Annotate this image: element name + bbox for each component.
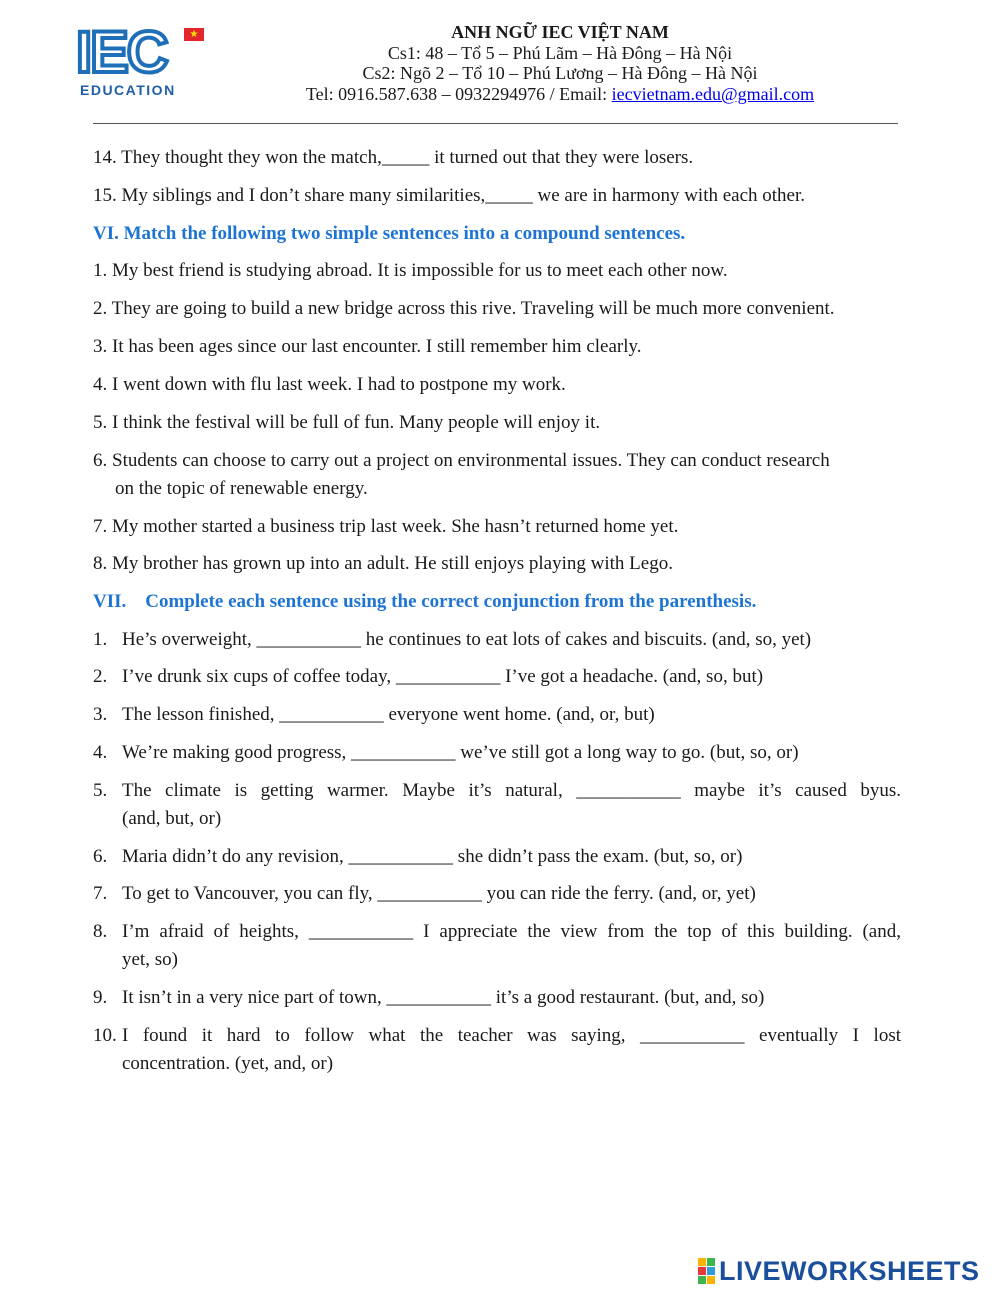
item-text: To get to Vancouver, you can fly, ___________ you can ride the ferry. (and, or, yet) [122,883,756,904]
liveworksheets-logo [698,1256,980,1286]
item-number: 5. [93,780,108,801]
exercise-line: 14. They thought they won the match,_____ it turned out that they were losers. [93,147,694,168]
exercise-line: 1. My best friend is studying abroad. It is impossible for us to meet each other now. [93,260,728,281]
campus-1-address: Cs1: 48 – Tổ 5 – Phú Lãm – Hà Đông – Hà Nội [387,43,733,63]
exercise-line: 7. My mother started a business trip last week. She hasn’t returned home yet. [93,516,679,537]
item-number: 3. [93,704,108,725]
item-text: Maria didn’t do any revision, ___________ she didn’t pass the exam. (but, so, or) [122,846,743,867]
item-text-continuation: yet, so) [122,949,178,970]
item-text: The climate is getting warmer. Maybe it’s natural, ___________ maybe it’s caused byus. [122,780,901,801]
vietnam-flag-icon: ★ [184,28,204,41]
logo-wordmark: IEC [76,20,167,85]
exercise-line: 5. I think the festival will be full of fun. Many people will enjoy it. [93,412,601,433]
item-text-continuation: concentration. (yet, and, or) [122,1053,334,1074]
item-text: We’re making good progress, ___________ we’ve still got a long way to go. (but, so, or) [122,742,799,763]
liveworksheets-blocks-icon [698,1258,715,1284]
item-number: 9. [93,987,108,1008]
item-text: I’ve drunk six cups of coffee today, ___________ I’ve got a headache. (and, so, but) [122,666,764,687]
item-number: 10. [93,1025,117,1046]
item-text: I found it hard to follow what the teacher was saying, ___________ eventually I lost [122,1025,901,1046]
campus-2-address: Cs2: Ngõ 2 – Tổ 10 – Phú Lương – Hà Đông – Hà Nội [362,63,758,83]
section-6-heading: VI. Match the following two simple sentences into a compound sentences. [93,223,686,244]
exercise-line: 3. It has been ages since our last encounter. I still remember him clearly. [93,336,642,357]
contact-line [250,84,870,104]
exercise-line: 6. Students can choose to carry out a project on environmental issues. They can conduct research [93,450,830,471]
item-text: It isn’t in a very nice part of town, ___________ it’s a good restaurant. (but, and, so) [122,987,765,1008]
item-number: 8. [93,921,108,942]
header-divider [93,123,898,124]
email-link[interactable]: iecvietnam.edu@gmail.com [611,84,815,104]
section-7-heading: VII. Complete each sentence using the correct conjunction from the parenthesis. [93,591,757,612]
item-number: 6. [93,846,108,867]
exercise-line: 15. My siblings and I don’t share many similarities,_____ we are in harmony with each other. [93,185,806,206]
exercise-line: 2. They are going to build a new bridge across this rive. Traveling will be much more convenient. [93,298,835,319]
item-number: 2. [93,666,108,687]
liveworksheets-wordmark: LIVEWORKSHEETS [719,1255,980,1286]
item-text: I’m afraid of heights, ___________ I appreciate the view from the top of this building. (and, [122,921,901,942]
logo-subtitle: EDUCATION [80,82,176,98]
item-text: The lesson finished, ___________ everyone went home. (and, or, but) [122,704,655,725]
exercise-line: 8. My brother has grown up into an adult. He still enjoys playing with Lego. [93,553,673,574]
school-title: ANH NGỮ IEC VIỆT NAM [451,22,669,42]
item-text-continuation: (and, but, or) [122,808,222,829]
phone-text: Tel: 0916.587.638 – 0932294976 / Email: [305,84,612,104]
exercise-line: 4. I went down with flu last week. I had to postpone my work. [93,374,566,395]
item-text: He’s overweight, ___________ he continues to eat lots of cakes and biscuits. (and, so, yet) [122,629,812,650]
exercise-line-continuation: on the topic of renewable energy. [115,478,368,499]
item-number: 4. [93,742,108,763]
item-number: 7. [93,883,108,904]
iec-education-logo [76,20,206,102]
item-number: 1. [93,629,108,650]
